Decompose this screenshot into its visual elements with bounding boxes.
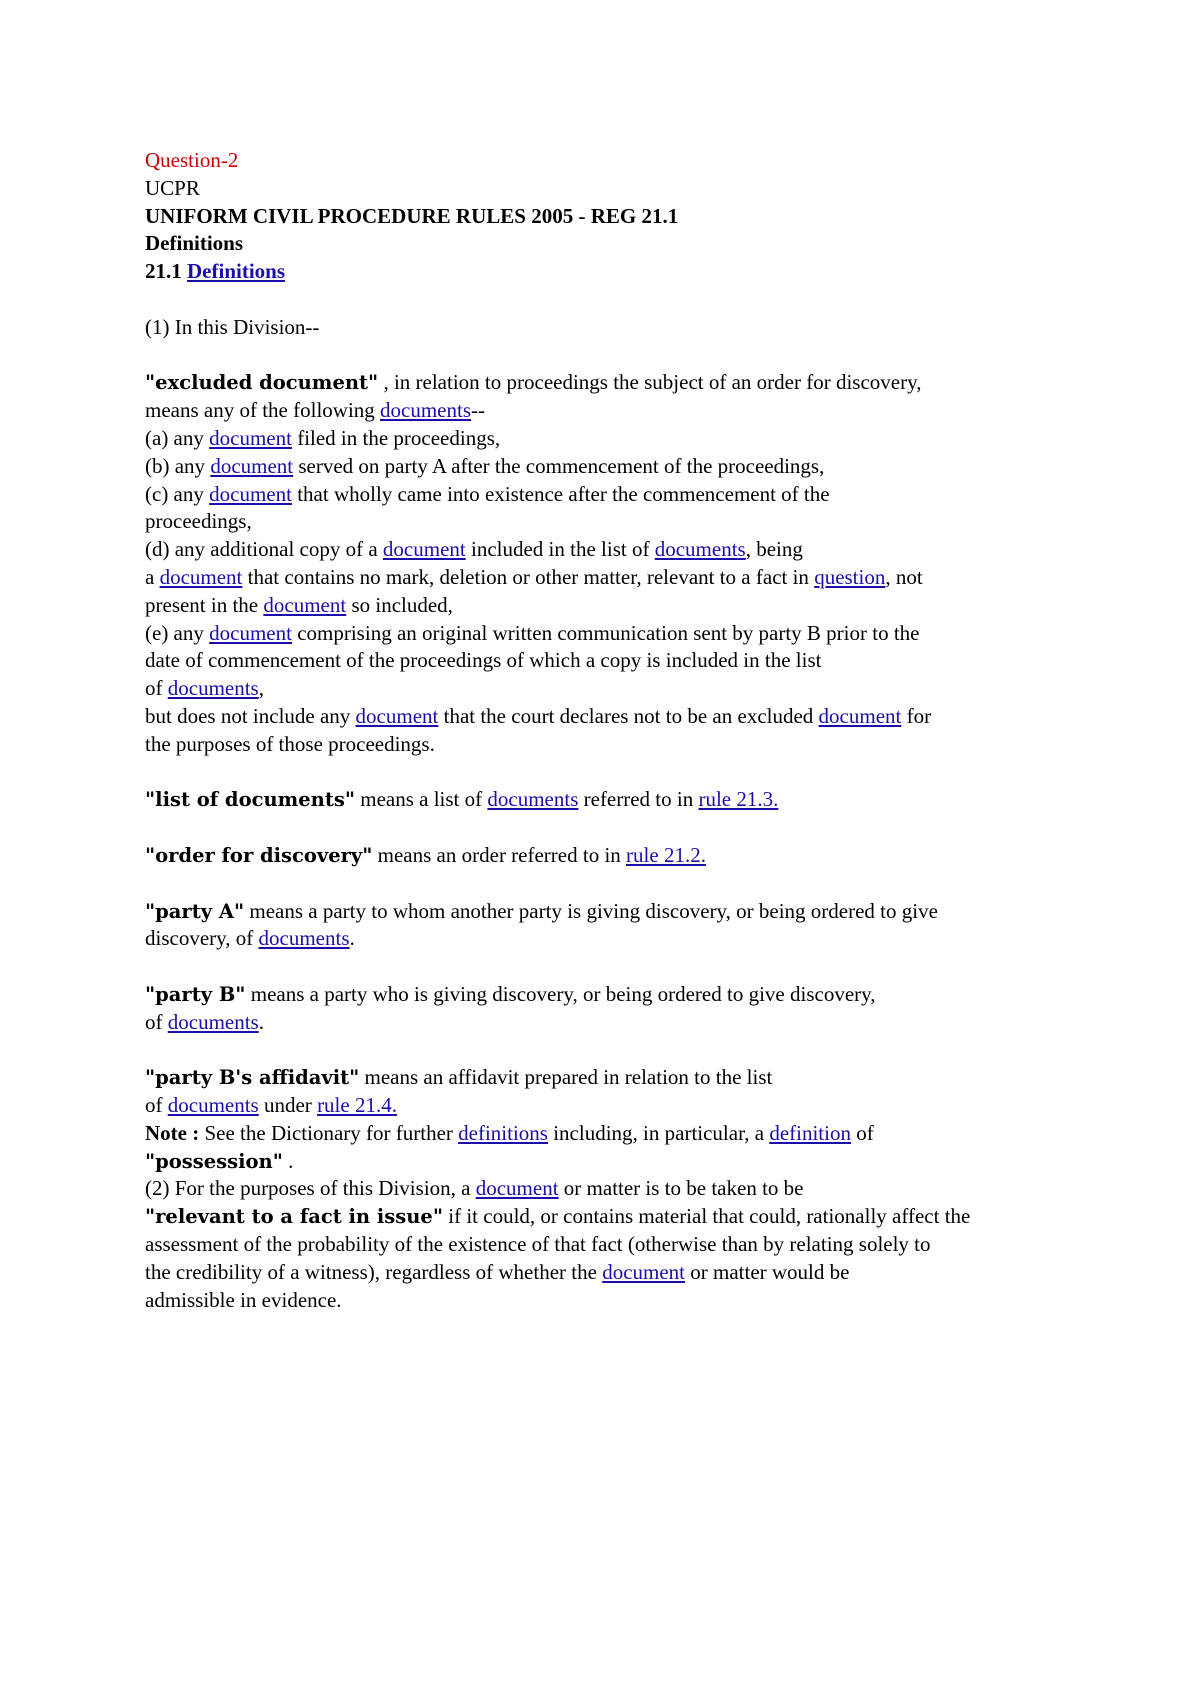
definitions-link[interactable]: definitions [458,1120,548,1145]
document-link[interactable]: document [210,453,294,478]
rule-21-4-link[interactable]: rule 21.4. [317,1093,397,1118]
excluded-exception: but does not include any document that the court declares not to be an excluded document for [145,703,932,728]
spacer [145,953,1075,981]
documents-link[interactable]: documents [167,676,259,701]
documents-link[interactable]: documents [167,1093,259,1118]
party-b-term: "party B" [145,982,246,1006]
document-link[interactable]: document [475,1176,559,1201]
documents-link[interactable]: documents [258,926,350,951]
excluded-def-line-2: means any of the following documents-- [145,398,486,423]
spacer [145,814,1075,842]
document-link[interactable]: document [263,592,347,617]
question-link[interactable]: question [814,564,886,589]
excluded-document-term: "excluded document" [145,371,379,395]
spacer [145,759,1075,787]
excluded-item-c: (c) any document that wholly came into existence after the commencement of the [145,481,830,506]
party-b-def: "party B" means a party who is giving discovery, or being ordered to give discovery, [145,981,876,1006]
party-a-def: "party A" means a party to whom another party is giving discovery, or being ordered to give [145,898,938,923]
intro-text: (1) In this Division-- [145,314,320,339]
excluded-exception-cont: the purposes of those proceedings. [145,731,435,756]
relevant-line-3: assessment of the probability of the existence of that fact (otherwise than by relating solely to [145,1232,931,1257]
rule-21-2-link[interactable]: rule 21.2. [626,842,706,867]
definitions-heading-link[interactable]: Definitions [187,259,286,284]
list-of-documents-term: "list of documents" [145,788,355,812]
relevant-line-4: the credibility of a witness), regardless of whether the document or matter would be [145,1259,850,1284]
spacer [145,286,1075,314]
document-link[interactable]: document [382,537,466,562]
affidavit-def: "party B's affidavit" means an affidavit prepared in relation to the list [145,1065,773,1090]
note-line: Note : See the Dictionary for further definitions including, in particular, a definition of [145,1120,874,1145]
documents-link[interactable]: documents [654,537,746,562]
document-page [145,147,1075,1314]
spacer [145,870,1075,898]
rule-21-3-link[interactable]: rule 21.3. [698,787,779,812]
excluded-item-e-cont-2: of documents, [145,676,264,701]
definition-link[interactable]: definition [769,1120,851,1145]
section-heading: Definitions [145,231,244,256]
document-link[interactable]: document [209,481,292,506]
excluded-item-e: (e) any document comprising an original written communication sent by party B prior to the [145,620,920,645]
full-title: UNIFORM CIVIL PROCEDURE RULES 2005 - REG 21.1 [145,203,679,228]
party-a-def-cont: discovery, of documents. [145,926,355,951]
affidavit-term: "party B's affidavit" [145,1066,360,1090]
question-heading: Question-2 [145,148,239,172]
order-for-discovery-def: "order for discovery" means an order referred to in rule 21.2. [145,842,706,867]
document-link[interactable]: document [159,564,243,589]
spacer [145,342,1075,370]
party-a-term: "party A" [145,899,245,923]
excluded-item-a: (a) any document filed in the proceedings, [145,425,501,450]
relevant-line-2: "relevant to a fact in issue" if it could, or contains material that could, rationally affect the [145,1204,971,1229]
excluded-item-c-cont: proceedings, [145,509,252,534]
document-link[interactable]: document [355,703,439,728]
order-for-discovery-term: "order for discovery" [145,843,373,867]
documents-link[interactable]: documents [167,1009,259,1034]
short-name: UCPR [145,175,200,200]
documents-link[interactable]: documents [487,787,579,812]
relevant-line-1: (2) For the purposes of this Division, a document or matter is to be taken to be [145,1176,804,1201]
excluded-item-d-cont-1: a document that contains no mark, deletion or other matter, relevant to a fact in question, not [145,564,923,589]
document-link[interactable]: document [209,620,292,645]
document-link[interactable]: document [602,1259,685,1284]
list-of-documents-def: "list of documents" means a list of documents referred to in rule 21.3. [145,787,779,812]
relevant-term: "relevant to a fact in issue" [145,1205,443,1229]
affidavit-def-cont: of documents under rule 21.4. [145,1093,397,1118]
rule-heading [145,258,1075,286]
note-line-cont: "possession" . [145,1148,294,1173]
documents-link[interactable]: documents [380,398,472,423]
excluded-item-d-cont-2: present in the document so included, [145,592,453,617]
relevant-line-5: admissible in evidence. [145,1287,342,1312]
excluded-item-b: (b) any document served on party A after the commencement of the proceedings, [145,453,825,478]
excluded-def-line-1: "excluded document" , in relation to proceedings the subject of an order for discovery, [145,370,922,395]
possession-term: "possession" [145,1149,283,1173]
party-b-def-cont: of documents. [145,1009,264,1034]
spacer [145,1037,1075,1065]
document-link[interactable]: document [818,703,902,728]
excluded-item-d: (d) any additional copy of a document included in the list of documents, being [145,537,803,562]
rule-number: 21.1 [145,259,182,284]
excluded-item-e-cont-1: date of commencement of the proceedings of which a copy is included in the list [145,648,822,673]
document-link[interactable]: document [209,425,292,450]
note-label: Note : [145,1120,200,1145]
